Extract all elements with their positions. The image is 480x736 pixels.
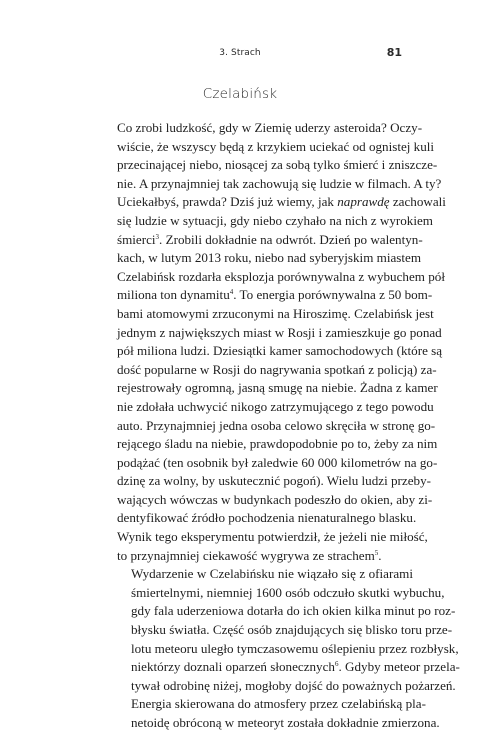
text-line: to przynajmniej ciekawość wygrywa ze strachem$^5$.: [117, 547, 382, 563]
text-line: rejącego śladu na niebie, prawdopodobnie po to, żeby za nim: [117, 436, 438, 452]
text-line: auto. Przynajmniej jedna osoba celowo skręciła w stronę go-: [117, 417, 436, 433]
section-title: Czelabińsk: [202, 86, 278, 102]
chapter-label: 3. Strach: [219, 48, 261, 58]
text-line: śmiertelnymi, niemniej 1600 osób odczuło skutki wybuchu,: [131, 584, 445, 600]
paragraph: [117, 695, 440, 732]
text-line: Co zrobi ludzkość, gdy w Ziemię uderzy asteroida? Oczy-: [117, 120, 423, 135]
footnote-mark: 4: [229, 288, 234, 297]
running-head: [0, 46, 480, 62]
emphasis: naprawdę: [337, 194, 390, 210]
text-line: bami atomowymi zrzuconymi na Hiroszimę. Czelabińsk jest: [117, 305, 434, 321]
text-line: gdy fala uderzeniowa dotarła do ich okien kilka minut po roz-: [131, 603, 456, 619]
text-line: dentyfikować źródło pochodzenia nienaturalnego blasku.: [117, 510, 417, 526]
paragraph: [117, 119, 446, 565]
page-number: 81: [386, 46, 402, 59]
text-line: nie. A przynajmniej tak zachowują się ludzie w filmach. A ty?: [117, 175, 442, 191]
text-line: śmierci$^3$. Zrobili dokładnie na odwrót. Dzień po walentyn-: [117, 231, 423, 247]
text-line: wiście, że wszyscy będą z krzykiem uciekać od ognistej kuli: [117, 138, 435, 154]
text-line: jednym z największych miast w Rosji i zamieszkuje go ponad: [117, 324, 442, 340]
text-line: dość popularne w Rosji do nagrywania spotkań z policją) za-: [117, 361, 437, 377]
paragraph: [117, 565, 460, 695]
text-line: dzinę za wolny, by uskutecznić pogoń). Wielu ludzi przeby-: [117, 473, 431, 489]
text-line: się ludzie w sytuacji, gdy niebo czyhało na nich z wyrokiem: [117, 212, 433, 228]
text-line: niektórzy doznali oparzeń słonecznych$^6$. Gdyby meteor przela-: [131, 659, 460, 675]
text-line: błysku światła. Część osób znajdujących się blisko toru prze-: [131, 622, 453, 638]
text-line: nie zdołała uchwycić nikogo zatrzymującego z tego powodu: [117, 398, 434, 414]
text-line: Czelabińsk rozdarła eksplozja porównywalna z wybuchem pół: [117, 268, 445, 284]
text-line: rejestrowały ogromną, jasną smugę na niebie. Żadna z kamer: [117, 380, 438, 396]
text-line: tywał odrobinę niżej, mogłoby dojść do poważnych pożarzeń.: [131, 677, 456, 693]
text-line: Wydarzenie w Czelabińsku nie wiązało się z ofiarami: [131, 566, 413, 582]
text-line: przecinającej niebo, niosącej za sobą tylko śmierć i zniszcze-: [117, 157, 438, 173]
text-line: Energia skierowana do atmosfery przez czelabińską pla-: [131, 696, 426, 712]
text-line: miliona ton dynamitu$^4$. To energia porównywalna z 50 bom-: [117, 287, 433, 303]
text-line: kach, w lutym 2013 roku, niebo nad syberyjskim miastem: [117, 250, 422, 266]
text-line: netoidę obróconą w meteoryt została dokładnie zmierzona.: [131, 715, 440, 730]
text-line: Wynik tego eksperymentu potwierdził, że jeżeli nie miłość,: [117, 529, 428, 545]
text-line: podążać (ten osobnik był zaledwie 60 000 kilometrów na go-: [117, 454, 438, 470]
body-text: [117, 119, 460, 733]
text-line: wających wówczas w budynkach podeszło do okien, aby zi-: [117, 491, 433, 507]
text-line: lotu meteoru uległo tymczasowemu oślepieniu przez rozbłysk,: [131, 640, 459, 656]
footnote-mark: 5: [374, 548, 379, 557]
text-line: Uciekałbyś, prawda? Dziś już wiemy, jak naprawdę zachowali: [117, 194, 446, 210]
footnote-mark: 6: [334, 660, 339, 669]
text-line: pół miliona ludzi. Dziesiątki kamer samochodowych (które są: [117, 343, 443, 359]
footnote-mark: 3: [155, 232, 160, 241]
